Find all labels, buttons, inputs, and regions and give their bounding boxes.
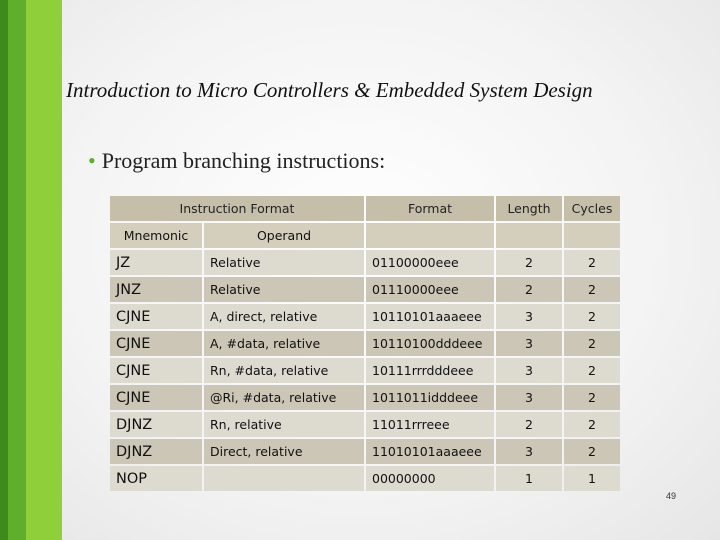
- table-row: [110, 412, 620, 437]
- header-length: Length: [496, 196, 562, 221]
- subheader-operand: Operand: [204, 223, 364, 248]
- header-instruction-format: Instruction Format: [110, 196, 364, 221]
- cell-operand: Relative: [204, 250, 364, 275]
- cell-format: 10110100dddeee: [366, 331, 494, 356]
- bullet-icon: •: [88, 148, 96, 173]
- subheader-cycles-empty: [564, 223, 620, 248]
- cell-format: 1011011idddeee: [366, 385, 494, 410]
- header-format: Format: [366, 196, 494, 221]
- cell-operand: Rn, relative: [204, 412, 364, 437]
- cell-format: 01100000eee: [366, 250, 494, 275]
- cell-format: 11010101aaaeee: [366, 439, 494, 464]
- cell-operand: Relative: [204, 277, 364, 302]
- cell-cycles: 2: [564, 331, 620, 356]
- cell-operand: A, direct, relative: [204, 304, 364, 329]
- header-cycles: Cycles: [564, 196, 620, 221]
- cell-format: 00000000: [366, 466, 494, 491]
- cell-cycles: 2: [564, 439, 620, 464]
- cell-mnemonic: JZ: [110, 250, 202, 275]
- cell-mnemonic: CJNE: [110, 385, 202, 410]
- cell-length: 3: [496, 331, 562, 356]
- table-row: [110, 358, 620, 383]
- table-row: [110, 277, 620, 302]
- cell-length: 2: [496, 277, 562, 302]
- cell-cycles: 2: [564, 250, 620, 275]
- table-row: [110, 439, 620, 464]
- cell-cycles: 2: [564, 304, 620, 329]
- table-header-row: [110, 196, 620, 221]
- cell-mnemonic: DJNZ: [110, 439, 202, 464]
- table-row: [110, 250, 620, 275]
- cell-operand: [204, 466, 364, 491]
- instruction-table: [108, 194, 622, 493]
- table-row: [110, 385, 620, 410]
- cell-length: 3: [496, 385, 562, 410]
- cell-cycles: 2: [564, 385, 620, 410]
- cell-format: 11011rrreee: [366, 412, 494, 437]
- cell-operand: A, #data, relative: [204, 331, 364, 356]
- cell-mnemonic: DJNZ: [110, 412, 202, 437]
- cell-length: 2: [496, 250, 562, 275]
- left-accent-stripe: [6, 0, 26, 540]
- cell-cycles: 2: [564, 412, 620, 437]
- table-row: [110, 331, 620, 356]
- cell-cycles: 1: [564, 466, 620, 491]
- subheader-mnemonic: Mnemonic: [110, 223, 202, 248]
- bullet-item: [88, 148, 385, 174]
- cell-mnemonic: CJNE: [110, 358, 202, 383]
- cell-operand: Rn, #data, relative: [204, 358, 364, 383]
- cell-operand: @Ri, #data, relative: [204, 385, 364, 410]
- slide-title: Introduction to Micro Controllers & Embedded System Design: [66, 78, 593, 102]
- page-number: 49: [666, 491, 677, 501]
- table-subheader-row: [110, 223, 620, 248]
- table-row: [110, 466, 620, 491]
- cell-mnemonic: CJNE: [110, 331, 202, 356]
- cell-mnemonic: NOP: [110, 466, 202, 491]
- cell-length: 3: [496, 439, 562, 464]
- subheader-format-empty: [366, 223, 494, 248]
- cell-format: 10110101aaaeee: [366, 304, 494, 329]
- subheader-length-empty: [496, 223, 562, 248]
- left-accent-edge: [0, 0, 8, 540]
- cell-cycles: 2: [564, 358, 620, 383]
- bullet-text: Program branching instructions:: [101, 148, 386, 173]
- cell-mnemonic: JNZ: [110, 277, 202, 302]
- cell-length: 3: [496, 358, 562, 383]
- cell-length: 2: [496, 412, 562, 437]
- cell-format: 01110000eee: [366, 277, 494, 302]
- cell-length: 1: [496, 466, 562, 491]
- cell-format: 10111rrrdddeee: [366, 358, 494, 383]
- cell-cycles: 2: [564, 277, 620, 302]
- cell-length: 3: [496, 304, 562, 329]
- cell-mnemonic: CJNE: [110, 304, 202, 329]
- cell-operand: Direct, relative: [204, 439, 364, 464]
- table-row: [110, 304, 620, 329]
